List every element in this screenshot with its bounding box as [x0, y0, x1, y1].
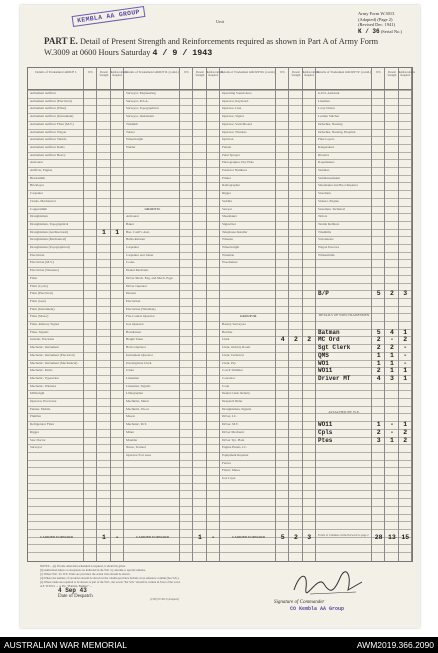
printer-note: (1500) W.3013 (Adapted) [150, 598, 179, 601]
non-tradesmen-heading: DETAILS OF NON-TRADESMEN [318, 313, 370, 318]
serial-label: (Serial No.) [380, 28, 402, 34]
column-header-ws: W.S. [180, 68, 193, 90]
trade-name: Driver, I.C. [222, 414, 238, 419]
trade-name: Electrician (M.V.) [30, 260, 54, 265]
non-tradesman-present: - [389, 336, 394, 344]
trade-name: Driver Mechanic [222, 429, 245, 434]
trade-name: Armourer [126, 214, 139, 219]
trade-name: Blacksmith [30, 175, 46, 180]
non-tradesman-present: 1 [389, 367, 394, 375]
trade-name: Cooks [126, 260, 135, 265]
column-header-ws: W.S. [276, 68, 289, 90]
trade-name: Linesman [126, 375, 140, 380]
non-tradesman-reinforcements: - [403, 351, 408, 359]
trade-name: Armament Artificer (Instrument) [30, 114, 74, 119]
column-header: Details of Tradesmen GROUP III. (contd.) [220, 68, 276, 90]
trade-name: Operator Fort Area [126, 452, 152, 457]
attached-reinforcements: 2 [403, 428, 408, 436]
trade-name: Radiographer [222, 183, 240, 188]
trade-name: Lineman [318, 98, 330, 103]
footnote-line: (c) Where W.E. for W.E. Units are provided, the actual class should be shown. [40, 571, 131, 576]
footnote-line: A.F. W.3013. ... or Pte. "Batman, Batman" ... [40, 583, 92, 588]
column-divider [193, 68, 206, 561]
column-header: Details of Tradesmen GROUP I. [28, 68, 84, 90]
trade-name: Operator, Keyboard [222, 98, 249, 103]
trade-name: Clerk [222, 337, 230, 342]
non-tradesman-reinforcements: 2 [403, 336, 408, 344]
trade-name: Saddler [222, 198, 233, 203]
trade-name: Refrigerator Fitter [30, 422, 55, 427]
trade-name: Electrician [30, 252, 45, 257]
column-divider [276, 68, 289, 561]
trade-name: Bullockmaster [126, 237, 146, 242]
column-divider [289, 68, 302, 561]
trade-name: Clerk, Technical [222, 352, 244, 357]
trade-name: Dresser [126, 291, 137, 296]
column-header-reinf: Reinforcements Required [399, 68, 412, 90]
trade-name: Fire Control Operator [126, 314, 155, 319]
carried-forward-label: CARRIED FORWARD [231, 534, 266, 539]
trade-name: Electrician [126, 298, 141, 303]
trade-name: Electrician (Wireman) [126, 306, 156, 311]
despatch-label: Date of Despatch [58, 594, 93, 599]
trade-name: Mechanic, Instrument (Electrical) [30, 352, 75, 357]
clerk-present: 2 [293, 336, 298, 344]
trade-name: Surveyor, R.S.A. [126, 98, 149, 103]
trade-name: Armament Artificer [30, 91, 57, 95]
trade-name: Fitter [30, 275, 38, 280]
trade-name: Surveyor, Instrument [126, 114, 154, 119]
column-header-present: Present Strength [97, 68, 110, 90]
trade-name: Armament Artificer (Fitter) [30, 106, 67, 111]
cf-col2-present: 1 [197, 533, 202, 541]
trade-name: Grinder, Precision [30, 337, 55, 342]
non-tradesman-reinforcements: - [403, 344, 408, 352]
trade-name: Fitter (Gun) [30, 298, 46, 303]
trade-name: Fitter (Instrument) [30, 306, 55, 311]
attached-ws: 3 [376, 436, 381, 444]
column-divider [207, 68, 220, 561]
non-tradesman-name: B/P [318, 290, 329, 298]
trade-name: Operating Sound Area [222, 91, 252, 95]
trade-name: Surveyor [30, 445, 43, 450]
trade-name: Armament Artificer Radio [30, 144, 65, 149]
non-tradesman-present: 1 [389, 351, 394, 359]
trade-name: Predictor Numbers [222, 168, 247, 172]
footnote-line: NOTES.—(a) If trade other than scheduled is required, it should be given. [40, 564, 126, 568]
total-ws: 28 [374, 533, 383, 541]
draughtsman-present: 1 [101, 228, 106, 236]
trade-name: Armament Artificer Fitter (M.V.) [30, 121, 74, 126]
trade-name: Textile Refitters [318, 221, 340, 226]
trade-name: Sawyer [222, 206, 232, 211]
attached-present: 1 [389, 436, 394, 444]
non-tradesman-name: WO11 [318, 367, 333, 375]
trade-name: Armament Artificer Vehicle [30, 137, 67, 142]
non-tradesman-reinforcements: - [403, 359, 408, 367]
trade-name: Cook [222, 383, 230, 388]
trade-name: Wheelwright [126, 137, 144, 142]
trade-name: Wagon Erectors [318, 245, 340, 249]
non-tradesman-reinforcements: 1 [403, 374, 408, 382]
archive-id: AWM2019.366.2090 [356, 640, 434, 650]
despatch-block [58, 587, 93, 599]
non-tradesman-present: 2 [389, 344, 394, 352]
trade-name: Coach Trimmer [222, 368, 243, 373]
trade-name: Instrument Operator [126, 352, 153, 357]
footnote-line: (e) Where ranks are required to be shown as part of the W.E., the words "Per Sch." should be written in front of the word. [40, 579, 181, 584]
trade-name: Armament Artificer (Electrical) [30, 98, 72, 103]
trade-name: Operator, Switchboard [222, 121, 252, 126]
column-header: Details of Tradesmen GROUP II. (contd.) [124, 68, 180, 90]
trade-name: Driver Operator [126, 283, 148, 288]
trade-name: Armament Artificer Wagon [30, 129, 67, 134]
trade-name: Wheelwright [222, 245, 240, 249]
column-header: Details of Tradesmen GROUP IV. (contd.) [316, 68, 372, 90]
form-reference [358, 11, 402, 35]
trade-name: Electrician (Wireless) [30, 268, 59, 273]
trade-name: Mechanic, Instrument [30, 345, 59, 350]
trade-name: Surveyor, Engineering [126, 91, 156, 95]
trade-name: Saw Doctor [30, 437, 46, 442]
trade-name: Draughtsman (Architectural) [30, 229, 69, 234]
trade-name: Leather Stitcher [318, 114, 340, 119]
trade-name: Machinist, Metal [126, 399, 149, 403]
footnote-line: (d) Where the number of vacancies should be shown in the column provided, include cross reference column (See Sch.). [40, 575, 180, 580]
trade-name: Baker [126, 221, 134, 226]
trade-name: Orderlies, Nursing, Hospital [318, 129, 356, 134]
trade-name: Tailors [318, 214, 328, 219]
column-header-present: Present Strength [385, 68, 398, 90]
trade-name: Wireman [222, 252, 235, 257]
group-heading: GROUP II. [144, 206, 161, 211]
carried-forward-label: CARRIED FORWARD [39, 534, 74, 539]
trade-name: Mechanic, Radio [30, 368, 53, 373]
trade-name: Photographer, Dry Plate [222, 160, 254, 165]
trade-name: Draughtsman, Topographical [30, 221, 69, 226]
trade-name: Mechanic, M.T. [126, 422, 147, 427]
attached-reinforcements: 1 [403, 421, 408, 429]
trade-name: Driver, M.T. [222, 422, 239, 427]
column-divider [399, 68, 412, 561]
trade-name: Fitter (Cycle) [30, 283, 48, 288]
trade-name: Lithographer [126, 391, 144, 396]
attached-rank: Ptes [318, 436, 333, 444]
trade-name: Engine Hands, I.C. [222, 445, 248, 450]
trade-name: Storeman [318, 191, 331, 196]
trade-name: Ropemakers [318, 160, 335, 165]
footnote-line: (b) Authorized duties or exceptions are indicated in the W.E. by asterisk or special remarks. [40, 567, 146, 572]
trade-name: Concretor [222, 375, 236, 380]
trade-name: Mechanic, Instrument (Mechanical) [30, 360, 78, 365]
trade-name: Bricklayer [30, 183, 44, 188]
trade-name: Rigger [30, 429, 39, 434]
non-tradesman-ws: 5 [376, 290, 381, 298]
trade-name: Mason [126, 414, 135, 419]
trade-name: Gas Layer [222, 476, 236, 480]
trade-name: Mechanic, Typewriter [30, 375, 60, 380]
column-header-ws: W.S. [372, 68, 385, 90]
heading-text: Detail of Present Strength and Reinforcements required as shown in Part A of Army Form W.3009 at 0600 Hours Saturday [44, 37, 379, 57]
trade-name: Shoemaker and Boot Repairer [318, 183, 358, 188]
non-tradesman-ws: 1 [376, 359, 381, 367]
trade-name: Machinist, Wood [126, 406, 149, 411]
trade-name: Carpenter [126, 245, 139, 249]
cf-col2-reinf: - [211, 533, 216, 541]
trade-name: Equipment Repairer [222, 452, 249, 457]
total-reinforcements: 15 [401, 533, 410, 541]
signature-unit: CO Kembla AA Group [290, 606, 345, 612]
part-e-heading [44, 36, 384, 60]
strength-table [27, 67, 416, 562]
column-header-ws: W.S. [84, 68, 97, 90]
trade-name: Operator, Excavator [30, 399, 57, 403]
non-tradesman-ws: 1 [376, 351, 381, 359]
trade-name: Height Taker [126, 337, 144, 342]
trade-name: Mechanic, Wireless [30, 383, 56, 388]
form-ref-line3: (Revised Dec. 1941) [358, 22, 396, 28]
trade-name: Lorry Driver [318, 106, 335, 111]
trade-name: Saddlers [318, 168, 330, 172]
trade-name: Storeman, Technical [318, 206, 345, 211]
trade-name: Operator, Signal [222, 114, 244, 119]
trade-name: Tinsmiths [318, 229, 332, 234]
non-tradesman-ws: 2 [376, 336, 381, 344]
group-heading: GROUP III. [239, 314, 258, 319]
trade-name: Clerks, Mechanical [30, 198, 56, 203]
trade-name: Draughtsman (Topographical) [30, 245, 70, 249]
trade-name: Battery Surveyors [222, 322, 246, 326]
totals-label: Totals of columns carried forward to page 2 [318, 533, 369, 537]
trade-name: Carpenter and Joiner [126, 252, 154, 257]
trade-name: Linesman, Signals [126, 383, 151, 388]
trade-name: Optician [222, 137, 234, 142]
non-tradesman-ws: 5 [376, 328, 381, 336]
commander-signature [290, 568, 370, 598]
trade-name: Miner [126, 429, 135, 434]
trade-name: Clerk, Pay [222, 360, 236, 365]
trade-name: Painter [222, 144, 232, 149]
column-header-reinf: Reinforcements Required [111, 68, 124, 90]
non-tradesman-reinforcements: 1 [403, 367, 408, 375]
trade-name: Rigger [222, 191, 231, 196]
trade-name: Painter, Mobile [30, 406, 51, 411]
part-label: PART E. [44, 36, 78, 46]
non-tradesman-name: MC Ord [318, 336, 340, 344]
trade-name: Tinsmith [126, 121, 138, 126]
serial-number: K / 36 [358, 27, 380, 35]
unit-label: Unit [216, 19, 225, 24]
column-divider [111, 68, 124, 561]
trade-name: Telephone Installer [222, 229, 248, 234]
non-tradesman-name: WO1 [318, 359, 329, 367]
trade-name: Wheeler [222, 237, 234, 242]
attached-rank: Cpls [318, 428, 333, 436]
column-header-reinf: Reinforcements Required [207, 68, 220, 90]
attached-reinforcements: 2 [403, 436, 408, 444]
cf-col1-reinf: - [115, 533, 120, 541]
attached-present: - [389, 421, 394, 429]
trade-name: Driver Mech. Eng. and Mech. Eqpt. [126, 275, 174, 280]
column-divider [385, 68, 398, 561]
attached-heading: ATTACHED BY W.E. [328, 409, 360, 414]
form-ref-line1: Army Form W.3013 [358, 11, 395, 16]
non-tradesman-reinforcements: 1 [403, 328, 408, 336]
trade-name: Rangetakers [318, 144, 335, 149]
trade-name: Hairdresser [126, 329, 142, 334]
column-header-present: Present Strength [193, 68, 206, 90]
trade-name: Armourer [30, 160, 43, 165]
trade-name: Fitter, Signals [30, 329, 49, 334]
non-tradesman-present: 4 [389, 328, 394, 336]
non-tradesman-ws: 4 [376, 374, 381, 382]
trade-name: G.P.O. Assistant [318, 91, 340, 95]
unit-stamp: KEMBLA AA GROUP [72, 6, 146, 27]
trade-name: Joiner [126, 368, 135, 373]
trade-name: Riveters [318, 152, 329, 157]
column-header-present: Present Strength [289, 68, 302, 90]
trade-name: Plumber [30, 414, 42, 419]
trade-name: Stokers, Engine [318, 198, 339, 203]
archive-footer [0, 637, 438, 653]
non-tradesman-name: Driver MT [318, 374, 351, 382]
trade-name: Turner [126, 129, 135, 134]
cf-col3-reinf: 3 [307, 533, 312, 541]
trade-name: Signwriter [222, 221, 236, 226]
trade-name: Operator, Wireless [222, 129, 247, 134]
non-tradesman-present: 3 [389, 374, 394, 382]
non-tradesman-present: 2 [389, 290, 394, 298]
trade-name: Surveyor, Topographical [126, 106, 159, 111]
non-tradesman-ws: 2 [376, 367, 381, 375]
clerk-ws: 4 [280, 336, 285, 344]
trade-name: Orderlies, Nursing [318, 121, 343, 126]
trade-name: Hollo Operator [126, 345, 147, 350]
total-present: 13 [388, 533, 396, 541]
column-divider [303, 68, 316, 561]
trade-name: Armament Artificer Heavy [30, 152, 66, 157]
trade-name: Printer [222, 175, 231, 180]
trade-name: Investigation Clerk [126, 360, 152, 365]
trade-name: Butcher [222, 329, 233, 334]
cf-col3-ws: 5 [280, 533, 285, 541]
archive-name: AUSTRALIAN WAR MEMORIAL [4, 640, 127, 650]
attached-rank: WO11 [318, 421, 333, 429]
trade-name: Plate Layers [318, 137, 335, 142]
column-header-reinf: Reinforcements Required [303, 68, 316, 90]
trade-name: Despatch Rider [222, 399, 243, 403]
trade-name: Draughtsman [30, 214, 48, 219]
carried-forward-label: CARRIED FORWARD [135, 534, 170, 539]
report-date: 4 / 9 / 1943 [152, 48, 213, 58]
trade-name: Fitter (Electrical) [30, 291, 53, 296]
trade-name: Fitter (Motor) [30, 314, 49, 319]
cf-col3-present: 2 [293, 533, 298, 541]
trade-name: Woodturner [222, 260, 238, 265]
trade-name: Fitters' Mates [222, 468, 240, 473]
non-tradesman-name: QMS [318, 351, 329, 359]
trade-name: Whitesmiths [318, 252, 335, 257]
attached-ws: 2 [376, 428, 381, 436]
attached-present: - [389, 428, 394, 436]
column-divider [372, 68, 385, 561]
trade-name: Fitter, Railway Signal [30, 322, 59, 326]
trade-name: Moulder [126, 437, 138, 442]
column-divider [84, 68, 97, 561]
signature-label: Signature of Commander [274, 600, 325, 605]
despatch-date: 4 Sep 43 [58, 587, 87, 594]
trade-name: Dental Clerk Orderly [222, 391, 251, 396]
trade-name: Farrier [222, 460, 231, 465]
trade-name: Carpenter [30, 191, 43, 196]
non-tradesman-name: Batman [318, 328, 340, 336]
trade-name: Coppersmith [30, 206, 48, 211]
trade-name: Artificer, Engine [30, 168, 53, 172]
column-divider [180, 68, 193, 561]
trade-name: Vulcanizers [318, 237, 334, 242]
trade-name: Nurse, Trained [126, 445, 146, 450]
trade-name: Clerk, Orderly Room [222, 345, 251, 350]
form-ref-line2: (Adapted) (Page 2) [358, 16, 393, 22]
trade-name: Dental Mechanic [126, 268, 149, 273]
non-tradesman-present: 1 [389, 359, 394, 367]
trade-name: Bus. Coml'r. Asst. [126, 229, 150, 234]
trade-name: Driver Tpt. Plant [222, 437, 245, 442]
trade-name: Draughtsman, Signals [222, 406, 252, 411]
trade-name: Shoemaker [222, 214, 237, 219]
non-tradesman-ws: 2 [376, 344, 381, 352]
trade-name: Operator, Line [222, 106, 242, 111]
trade-name: Paint Sprayer [222, 152, 240, 157]
trade-name: Saddletreemaker [318, 175, 341, 180]
clerk-reinforcements: 2 [307, 336, 312, 344]
trade-name: Millwright [30, 391, 45, 396]
cf-col1-present: 1 [101, 533, 106, 541]
non-tradesman-name: Sgt Clerk [318, 344, 351, 352]
attached-ws: 1 [376, 421, 381, 429]
non-tradesman-reinforcements: 3 [403, 290, 408, 298]
trade-name: Gas Operator [126, 322, 144, 326]
trade-name: Draughtsman (Mechanical) [30, 237, 67, 242]
draughtsman-reinforcements: 1 [115, 228, 120, 236]
column-divider [97, 68, 110, 561]
trade-name: Welder [126, 144, 136, 149]
